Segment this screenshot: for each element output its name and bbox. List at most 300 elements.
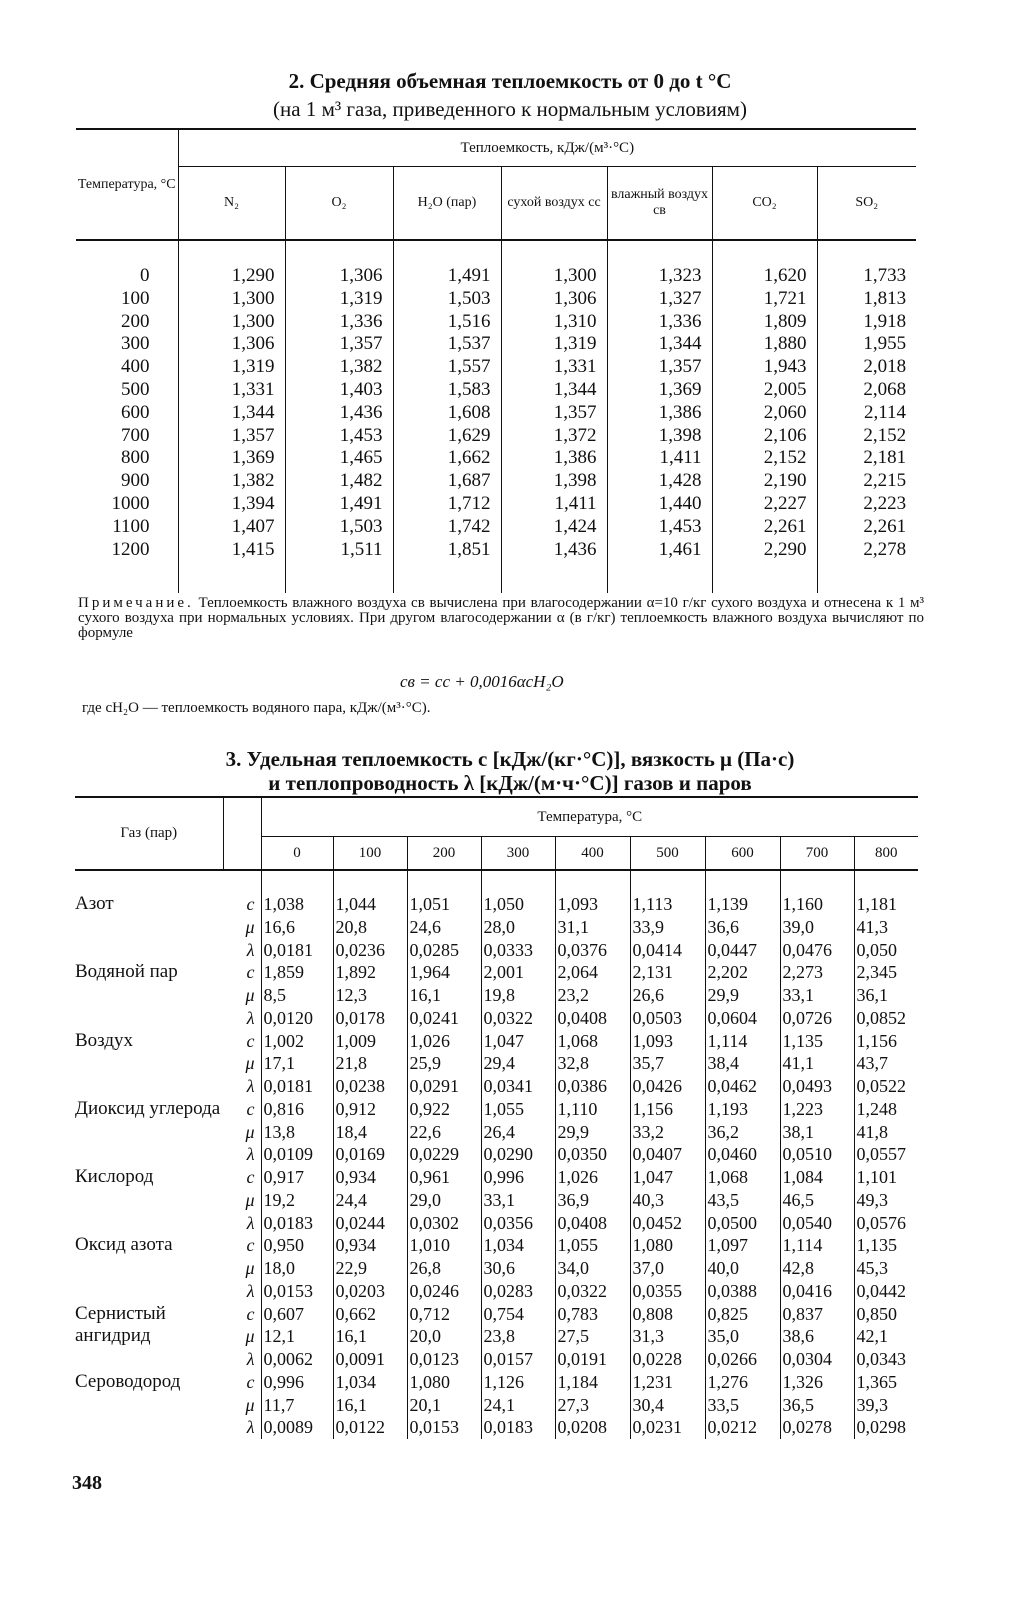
value-cell: 1,319 bbox=[501, 333, 607, 356]
value-cell: 0,0283 bbox=[481, 1280, 555, 1303]
property-symbol: λ bbox=[223, 1280, 261, 1303]
temperature-cell: 100 bbox=[121, 287, 150, 309]
value-cell: 2,064 bbox=[555, 961, 630, 984]
value-cell: 1,557 bbox=[393, 356, 501, 379]
value-cell: 33,1 bbox=[481, 1189, 555, 1212]
value-cell: 0,816 bbox=[261, 1098, 333, 1121]
value-cell: 0,808 bbox=[630, 1303, 705, 1326]
value-cell: 2,131 bbox=[630, 961, 705, 984]
value-cell: 0,850 bbox=[854, 1303, 918, 1326]
value-cell: 1,306 bbox=[285, 240, 393, 288]
gas-name: Азот bbox=[75, 893, 114, 914]
value-cell: 13,8 bbox=[261, 1121, 333, 1144]
value-cell: 0,0231 bbox=[630, 1416, 705, 1439]
note-text: Теплоемкость влажного воздуха св вычислена при влагосодержании α=10 г/кг сухого воздуха и отнесена к 1 м³ сухого воздуха при нормальных условиях. При другом влагосодержании α (в г/кг) теплоемкость влажного воздуха вычисляют по формуле bbox=[78, 595, 925, 641]
value-cell: 1,300 bbox=[501, 240, 607, 288]
value-cell: 1,047 bbox=[630, 1166, 705, 1189]
table-row bbox=[75, 870, 918, 916]
value-cell: 42,8 bbox=[780, 1257, 854, 1280]
value-cell: 46,5 bbox=[780, 1189, 854, 1212]
value-cell: 0,0203 bbox=[333, 1280, 407, 1303]
value-cell: 21,8 bbox=[333, 1052, 407, 1075]
value-cell: 1,044 bbox=[333, 870, 407, 916]
value-cell: 0,0426 bbox=[630, 1075, 705, 1098]
value-cell: 41,8 bbox=[854, 1121, 918, 1144]
value-cell: 0,0576 bbox=[854, 1212, 918, 1235]
value-cell: 1,357 bbox=[501, 402, 607, 425]
table-row bbox=[76, 311, 916, 334]
value-cell: 38,6 bbox=[780, 1325, 854, 1348]
value-cell: 29,4 bbox=[481, 1052, 555, 1075]
value-cell: 1,319 bbox=[285, 288, 393, 311]
value-cell: 16,1 bbox=[333, 1325, 407, 1348]
value-cell: 2,114 bbox=[817, 402, 916, 425]
value-cell: 2,227 bbox=[712, 493, 817, 516]
property-symbol: μ bbox=[223, 916, 261, 939]
value-cell: 2,202 bbox=[705, 961, 780, 984]
value-cell: 1,918 bbox=[817, 311, 916, 334]
property-symbol: μ bbox=[223, 1257, 261, 1280]
value-cell: 2,106 bbox=[712, 425, 817, 448]
value-cell: 0,0852 bbox=[854, 1007, 918, 1030]
value-cell: 2,345 bbox=[854, 961, 918, 984]
value-cell: 1,892 bbox=[333, 961, 407, 984]
value-cell: 0,0376 bbox=[555, 939, 630, 962]
value-cell: 0,0183 bbox=[481, 1416, 555, 1439]
value-cell: 1,516 bbox=[393, 311, 501, 334]
temperature-cell: 1000 bbox=[111, 492, 150, 514]
property-symbol: μ bbox=[223, 1121, 261, 1144]
value-cell: 1,369 bbox=[607, 379, 712, 402]
value-cell: 0,0278 bbox=[780, 1416, 854, 1439]
value-cell: 0,0355 bbox=[630, 1280, 705, 1303]
value-cell: 1,055 bbox=[481, 1098, 555, 1121]
temperature-cell: 800 bbox=[121, 447, 150, 469]
table-row bbox=[76, 470, 916, 493]
property-symbol: λ bbox=[223, 1075, 261, 1098]
value-cell: 1,382 bbox=[285, 356, 393, 379]
value-cell: 1,398 bbox=[607, 425, 712, 448]
property-symbol: c bbox=[223, 1371, 261, 1394]
gas-name: Воздух bbox=[75, 1029, 134, 1051]
value-cell: 24,1 bbox=[481, 1394, 555, 1417]
value-cell: 0,0208 bbox=[555, 1416, 630, 1439]
gas-header: Газ (пар) bbox=[75, 797, 223, 870]
value-cell: 1,411 bbox=[501, 493, 607, 516]
value-cell: 1,394 bbox=[178, 493, 285, 516]
value-cell: 2,181 bbox=[817, 447, 916, 470]
value-cell: 1,386 bbox=[607, 402, 712, 425]
value-cell: 0,0123 bbox=[407, 1348, 481, 1371]
temperature-cell: 400 bbox=[121, 356, 150, 378]
value-cell: 1,537 bbox=[393, 333, 501, 356]
value-cell: 2,190 bbox=[712, 470, 817, 493]
value-cell: 1,300 bbox=[178, 311, 285, 334]
value-cell: 35,7 bbox=[630, 1052, 705, 1075]
table-row bbox=[76, 447, 916, 470]
value-cell: 41,3 bbox=[854, 916, 918, 939]
value-cell: 0,0408 bbox=[555, 1212, 630, 1235]
value-cell: 2,018 bbox=[817, 356, 916, 379]
value-cell: 1,248 bbox=[854, 1098, 918, 1121]
property-symbol: λ bbox=[223, 1143, 261, 1166]
value-cell: 1,511 bbox=[285, 539, 393, 594]
value-cell: 24,4 bbox=[333, 1189, 407, 1212]
temperature-column-header: 0 bbox=[261, 837, 333, 871]
value-cell: 0,0476 bbox=[780, 939, 854, 962]
value-cell: 0,0285 bbox=[407, 939, 481, 962]
value-cell: 24,6 bbox=[407, 916, 481, 939]
temperature-cell: 0 bbox=[140, 265, 150, 286]
value-cell: 0,0122 bbox=[333, 1416, 407, 1439]
table-row bbox=[76, 516, 916, 539]
property-symbol: λ bbox=[223, 1348, 261, 1371]
table-row bbox=[76, 240, 916, 288]
value-cell: 36,5 bbox=[780, 1394, 854, 1417]
value-cell: 0,0181 bbox=[261, 1075, 333, 1098]
value-cell: 1,415 bbox=[178, 539, 285, 594]
value-cell: 26,4 bbox=[481, 1121, 555, 1144]
value-cell: 32,8 bbox=[555, 1052, 630, 1075]
value-cell: 1,306 bbox=[501, 288, 607, 311]
property-symbol: c bbox=[223, 1234, 261, 1257]
temperature-cell: 200 bbox=[121, 310, 150, 332]
value-cell: 2,290 bbox=[712, 539, 817, 594]
value-cell: 1,135 bbox=[780, 1030, 854, 1053]
value-cell: 0,996 bbox=[481, 1166, 555, 1189]
value-cell: 19,8 bbox=[481, 984, 555, 1007]
value-cell: 0,0462 bbox=[705, 1075, 780, 1098]
value-cell: 27,3 bbox=[555, 1394, 630, 1417]
temperature-cell: 900 bbox=[121, 470, 150, 492]
value-cell: 1,662 bbox=[393, 447, 501, 470]
value-cell: 0,0120 bbox=[261, 1007, 333, 1030]
value-cell: 0,0157 bbox=[481, 1348, 555, 1371]
value-cell: 0,0091 bbox=[333, 1348, 407, 1371]
value-cell: 0,712 bbox=[407, 1303, 481, 1326]
value-cell: 20,8 bbox=[333, 916, 407, 939]
value-cell: 1,034 bbox=[481, 1234, 555, 1257]
value-cell: 33,2 bbox=[630, 1121, 705, 1144]
value-cell: 38,1 bbox=[780, 1121, 854, 1144]
value-cell: 1,453 bbox=[285, 425, 393, 448]
property-symbol: c bbox=[223, 870, 261, 916]
value-cell: 1,026 bbox=[407, 1030, 481, 1053]
property-symbol: λ bbox=[223, 939, 261, 962]
gas-name: Сероводород bbox=[75, 1370, 181, 1392]
value-cell: 0,0291 bbox=[407, 1075, 481, 1098]
value-cell: 1,276 bbox=[705, 1371, 780, 1394]
column-header: H₂O (пар) bbox=[393, 167, 501, 241]
value-cell: 0,0414 bbox=[630, 939, 705, 962]
value-cell: 1,080 bbox=[630, 1234, 705, 1257]
value-cell: 1,344 bbox=[501, 379, 607, 402]
value-cell: 36,9 bbox=[555, 1189, 630, 1212]
table-row bbox=[75, 1030, 918, 1053]
value-cell: 1,051 bbox=[407, 870, 481, 916]
value-cell: 1,160 bbox=[780, 870, 854, 916]
column-header: O₂ bbox=[285, 167, 393, 241]
temperature-cell: 700 bbox=[121, 424, 150, 446]
value-cell: 36,6 bbox=[705, 916, 780, 939]
column-header: сухой воздух сс bbox=[501, 167, 607, 241]
value-cell: 0,0522 bbox=[854, 1075, 918, 1098]
value-cell: 0,0302 bbox=[407, 1212, 481, 1235]
value-cell: 0,0183 bbox=[261, 1212, 333, 1235]
value-cell: 0,0153 bbox=[407, 1416, 481, 1439]
value-cell: 11,7 bbox=[261, 1394, 333, 1417]
value-cell: 34,0 bbox=[555, 1257, 630, 1280]
gas-name: Кислород bbox=[75, 1166, 154, 1187]
column-header: SO₂ bbox=[817, 167, 916, 241]
value-cell: 0,950 bbox=[261, 1234, 333, 1257]
value-cell: 8,5 bbox=[261, 984, 333, 1007]
value-cell: 1,002 bbox=[261, 1030, 333, 1053]
temperature-column-header: 600 bbox=[705, 837, 780, 871]
value-cell: 23,8 bbox=[481, 1325, 555, 1348]
value-cell: 2,273 bbox=[780, 961, 854, 984]
value-cell: 1,290 bbox=[178, 240, 285, 288]
value-cell: 0,0442 bbox=[854, 1280, 918, 1303]
value-cell: 33,1 bbox=[780, 984, 854, 1007]
value-cell: 2,278 bbox=[817, 539, 916, 594]
page-number: 348 bbox=[72, 1472, 102, 1494]
temperature-column-header: 800 bbox=[854, 837, 918, 871]
value-cell: 26,6 bbox=[630, 984, 705, 1007]
value-cell: 0,0266 bbox=[705, 1348, 780, 1371]
value-cell: 1,491 bbox=[285, 493, 393, 516]
value-cell: 1,382 bbox=[178, 470, 285, 493]
value-cell: 0,0500 bbox=[705, 1212, 780, 1235]
gas-properties-table bbox=[75, 796, 918, 1439]
value-cell: 1,482 bbox=[285, 470, 393, 493]
value-cell: 16,6 bbox=[261, 916, 333, 939]
value-cell: 1,742 bbox=[393, 516, 501, 539]
value-cell: 30,4 bbox=[630, 1394, 705, 1417]
value-cell: 0,0304 bbox=[780, 1348, 854, 1371]
value-cell: 0,783 bbox=[555, 1303, 630, 1326]
value-cell: 1,327 bbox=[607, 288, 712, 311]
property-symbol: c bbox=[223, 961, 261, 984]
value-cell: 0,0460 bbox=[705, 1143, 780, 1166]
gas-name: Оксид азота bbox=[75, 1234, 173, 1256]
value-cell: 0,837 bbox=[780, 1303, 854, 1326]
value-cell: 1,114 bbox=[705, 1030, 780, 1053]
value-cell: 1,357 bbox=[285, 333, 393, 356]
value-cell: 1,365 bbox=[854, 1371, 918, 1394]
value-cell: 1,461 bbox=[607, 539, 712, 594]
column-header: CO₂ bbox=[712, 167, 817, 241]
table-row bbox=[75, 1166, 918, 1189]
temperature-group-header: Температура, °С bbox=[261, 797, 918, 837]
value-cell: 0,825 bbox=[705, 1303, 780, 1326]
value-cell: 0,996 bbox=[261, 1371, 333, 1394]
value-cell: 0,0447 bbox=[705, 939, 780, 962]
value-cell: 25,9 bbox=[407, 1052, 481, 1075]
table-row bbox=[76, 493, 916, 516]
value-cell: 1,859 bbox=[261, 961, 333, 984]
temperature-column-header: 200 bbox=[407, 837, 481, 871]
temperature-column-header: 700 bbox=[780, 837, 854, 871]
value-cell: 1,403 bbox=[285, 379, 393, 402]
value-cell: 22,6 bbox=[407, 1121, 481, 1144]
property-symbol: c bbox=[223, 1030, 261, 1053]
value-cell: 0,0407 bbox=[630, 1143, 705, 1166]
gas-name: Сернистый ангидрид bbox=[75, 1302, 166, 1346]
table-row bbox=[76, 539, 916, 594]
value-cell: 1,110 bbox=[555, 1098, 630, 1121]
property-symbol: λ bbox=[223, 1212, 261, 1235]
value-cell: 0,917 bbox=[261, 1166, 333, 1189]
value-cell: 0,0153 bbox=[261, 1280, 333, 1303]
value-cell: 1,465 bbox=[285, 447, 393, 470]
value-cell: 0,0322 bbox=[555, 1280, 630, 1303]
value-cell: 1,491 bbox=[393, 240, 501, 288]
value-cell: 1,084 bbox=[780, 1166, 854, 1189]
value-cell: 0,0604 bbox=[705, 1007, 780, 1030]
value-cell: 1,319 bbox=[178, 356, 285, 379]
table2-subtitle: (на 1 м³ газа, приведенного к нормальным условиям) bbox=[273, 97, 747, 121]
value-cell: 18,4 bbox=[333, 1121, 407, 1144]
value-cell: 0,0169 bbox=[333, 1143, 407, 1166]
value-cell: 1,344 bbox=[178, 402, 285, 425]
value-cell: 49,3 bbox=[854, 1189, 918, 1212]
symbol-header bbox=[223, 797, 261, 870]
value-cell: 0,0416 bbox=[780, 1280, 854, 1303]
table3-title-line2: и теплопроводность λ [кДж/(м·ч·°С)] газов и паров bbox=[268, 771, 752, 795]
temperature-header: Температура, °С bbox=[76, 129, 178, 240]
value-cell: 1,687 bbox=[393, 470, 501, 493]
value-cell: 1,436 bbox=[501, 539, 607, 594]
value-cell: 1,436 bbox=[285, 402, 393, 425]
value-cell: 0,0726 bbox=[780, 1007, 854, 1030]
value-cell: 1,126 bbox=[481, 1371, 555, 1394]
value-cell: 1,068 bbox=[555, 1030, 630, 1053]
value-cell: 1,369 bbox=[178, 447, 285, 470]
value-cell: 36,1 bbox=[854, 984, 918, 1007]
value-cell: 1,231 bbox=[630, 1371, 705, 1394]
value-cell: 2,152 bbox=[712, 447, 817, 470]
value-cell: 0,0238 bbox=[333, 1075, 407, 1098]
temperature-cell: 300 bbox=[121, 333, 150, 355]
value-cell: 1,323 bbox=[607, 240, 712, 288]
value-cell: 1,093 bbox=[555, 870, 630, 916]
table-row bbox=[75, 1098, 918, 1121]
value-cell: 20,0 bbox=[407, 1325, 481, 1348]
table2-note bbox=[78, 596, 924, 641]
value-cell: 0,0236 bbox=[333, 939, 407, 962]
gas-name: Водяной пар bbox=[75, 961, 178, 983]
value-cell: 1,114 bbox=[780, 1234, 854, 1257]
value-cell: 0,0452 bbox=[630, 1212, 705, 1235]
value-cell: 1,608 bbox=[393, 402, 501, 425]
value-cell: 0,0062 bbox=[261, 1348, 333, 1371]
column-header: влажный воздух св bbox=[607, 167, 712, 241]
table-row bbox=[75, 1303, 918, 1326]
value-cell: 0,754 bbox=[481, 1303, 555, 1326]
value-cell: 1,050 bbox=[481, 870, 555, 916]
property-symbol: μ bbox=[223, 1052, 261, 1075]
value-cell: 1,712 bbox=[393, 493, 501, 516]
value-cell: 1,503 bbox=[393, 288, 501, 311]
value-cell: 1,964 bbox=[407, 961, 481, 984]
value-cell: 29,0 bbox=[407, 1189, 481, 1212]
value-cell: 0,0386 bbox=[555, 1075, 630, 1098]
value-cell: 1,010 bbox=[407, 1234, 481, 1257]
value-cell: 1,300 bbox=[178, 288, 285, 311]
value-cell: 2,060 bbox=[712, 402, 817, 425]
property-symbol: c bbox=[223, 1166, 261, 1189]
temperature-column-header: 100 bbox=[333, 837, 407, 871]
property-symbol: λ bbox=[223, 1007, 261, 1030]
value-cell: 0,0181 bbox=[261, 939, 333, 962]
value-cell: 2,068 bbox=[817, 379, 916, 402]
value-cell: 0,0408 bbox=[555, 1007, 630, 1030]
value-cell: 1,733 bbox=[817, 240, 916, 288]
value-cell: 23,2 bbox=[555, 984, 630, 1007]
value-cell: 0,0241 bbox=[407, 1007, 481, 1030]
value-cell: 16,1 bbox=[333, 1394, 407, 1417]
value-cell: 1,428 bbox=[607, 470, 712, 493]
value-cell: 1,344 bbox=[607, 333, 712, 356]
value-cell: 0,662 bbox=[333, 1303, 407, 1326]
value-cell: 20,1 bbox=[407, 1394, 481, 1417]
value-cell: 0,0246 bbox=[407, 1280, 481, 1303]
property-symbol: λ bbox=[223, 1416, 261, 1439]
value-cell: 0,0298 bbox=[854, 1416, 918, 1439]
value-cell: 0,0350 bbox=[555, 1143, 630, 1166]
value-cell: 0,0557 bbox=[854, 1143, 918, 1166]
value-cell: 1,620 bbox=[712, 240, 817, 288]
value-cell: 45,3 bbox=[854, 1257, 918, 1280]
temperature-cell: 600 bbox=[121, 401, 150, 423]
value-cell: 1,440 bbox=[607, 493, 712, 516]
value-cell: 1,310 bbox=[501, 311, 607, 334]
column-header: N₂ bbox=[178, 167, 285, 241]
value-cell: 43,5 bbox=[705, 1189, 780, 1212]
value-cell: 22,9 bbox=[333, 1257, 407, 1280]
value-cell: 1,357 bbox=[178, 425, 285, 448]
table-row bbox=[76, 288, 916, 311]
table-row bbox=[76, 425, 916, 448]
value-cell: 0,0503 bbox=[630, 1007, 705, 1030]
value-cell: 0,0341 bbox=[481, 1075, 555, 1098]
value-cell: 1,809 bbox=[712, 311, 817, 334]
value-cell: 0,0493 bbox=[780, 1075, 854, 1098]
value-cell: 1,113 bbox=[630, 870, 705, 916]
value-cell: 1,101 bbox=[854, 1166, 918, 1189]
value-cell: 1,038 bbox=[261, 870, 333, 916]
value-cell: 0,922 bbox=[407, 1098, 481, 1121]
property-symbol: μ bbox=[223, 984, 261, 1007]
value-cell: 1,047 bbox=[481, 1030, 555, 1053]
value-cell: 41,1 bbox=[780, 1052, 854, 1075]
table2-title: 2. Средняя объемная теплоемкость от 0 до t °С bbox=[288, 69, 732, 93]
value-cell: 40,0 bbox=[705, 1257, 780, 1280]
value-cell: 1,943 bbox=[712, 356, 817, 379]
value-cell: 29,9 bbox=[555, 1121, 630, 1144]
value-cell: 1,503 bbox=[285, 516, 393, 539]
property-symbol: c bbox=[223, 1303, 261, 1326]
note-where: где сH₂O — теплоемкость водяного пара, кДж/(м³·°С). bbox=[82, 700, 431, 716]
value-cell: 36,2 bbox=[705, 1121, 780, 1144]
heat-capacity-table bbox=[76, 128, 916, 593]
value-cell: 1,424 bbox=[501, 516, 607, 539]
value-cell: 0,0212 bbox=[705, 1416, 780, 1439]
table3-title: 3. Удельная теплоемкость c [кДж/(кг·°С)], вязкость μ (Па·с) bbox=[225, 747, 795, 771]
value-cell: 42,1 bbox=[854, 1325, 918, 1348]
value-cell: 1,331 bbox=[501, 356, 607, 379]
